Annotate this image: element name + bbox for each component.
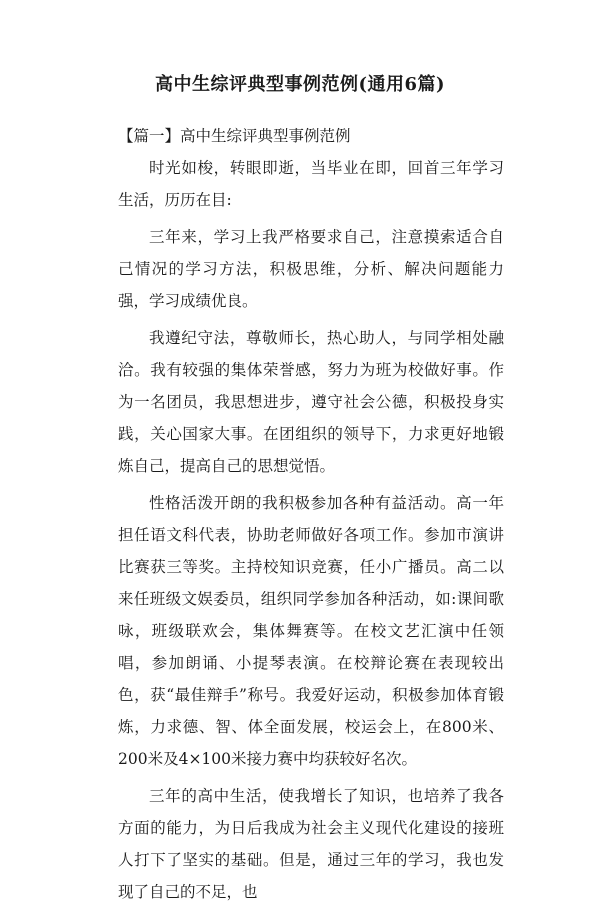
document-body [118, 120, 504, 913]
paragraph-conduct: 我遵纪守法，尊敬师长，热心助人，与同学相处融洽。我有较强的集体荣誉感，努力为班为校做好事。作为一名团员，我思想进步，遵守社会公德，积极投身实践，关心国家大事。在团组织的领导下，力求更好地锻炼自己，提高自己的思想觉悟。 [118, 329, 504, 475]
paragraph-summary: 三年的高中生活，使我增长了知识，也培养了我各方面的能力，为日后我成为社会主义现代化建设的接班人打下了坚实的基础。但是，通过三年的学习，我也发现了自己的不足，也 [118, 787, 504, 901]
paragraph-activities: 性格活泼开朗的我积极参加各种有益活动。高一年担任语文科代表，协助老师做好各项工作。参加市演讲比赛获三等奖。主持校知识竞赛，任小广播员。高二以来任班级文娱委员，组织同学参加各种活动，如:课间歌咏，班级联欢会，集体舞赛等。在校文艺汇演中任领唱，参加朗诵、小提琴表演。在校辩论赛在表现较出色，获“最佳辩手”称号。我爱好运动，积极参加体育锻炼，力求德、智、体全面发展，校运会上，在800米、200米及4×100米接力赛中均获较好名次。 [118, 494, 504, 768]
section-heading: 【篇一】高中生综评典型事例范例 [118, 127, 351, 145]
document-title: 高中生综评典型事例范例(通用6篇) [154, 74, 446, 95]
paragraph-intro: 时光如梭，转眼即逝，当毕业在即，回首三年学习生活，历历在目: [118, 159, 504, 209]
paragraph-study: 三年来，学习上我严格要求自己，注意摸索适合自己情况的学习方法，积极思维，分析、解决问题能力强，学习成绩优良。 [118, 228, 504, 310]
